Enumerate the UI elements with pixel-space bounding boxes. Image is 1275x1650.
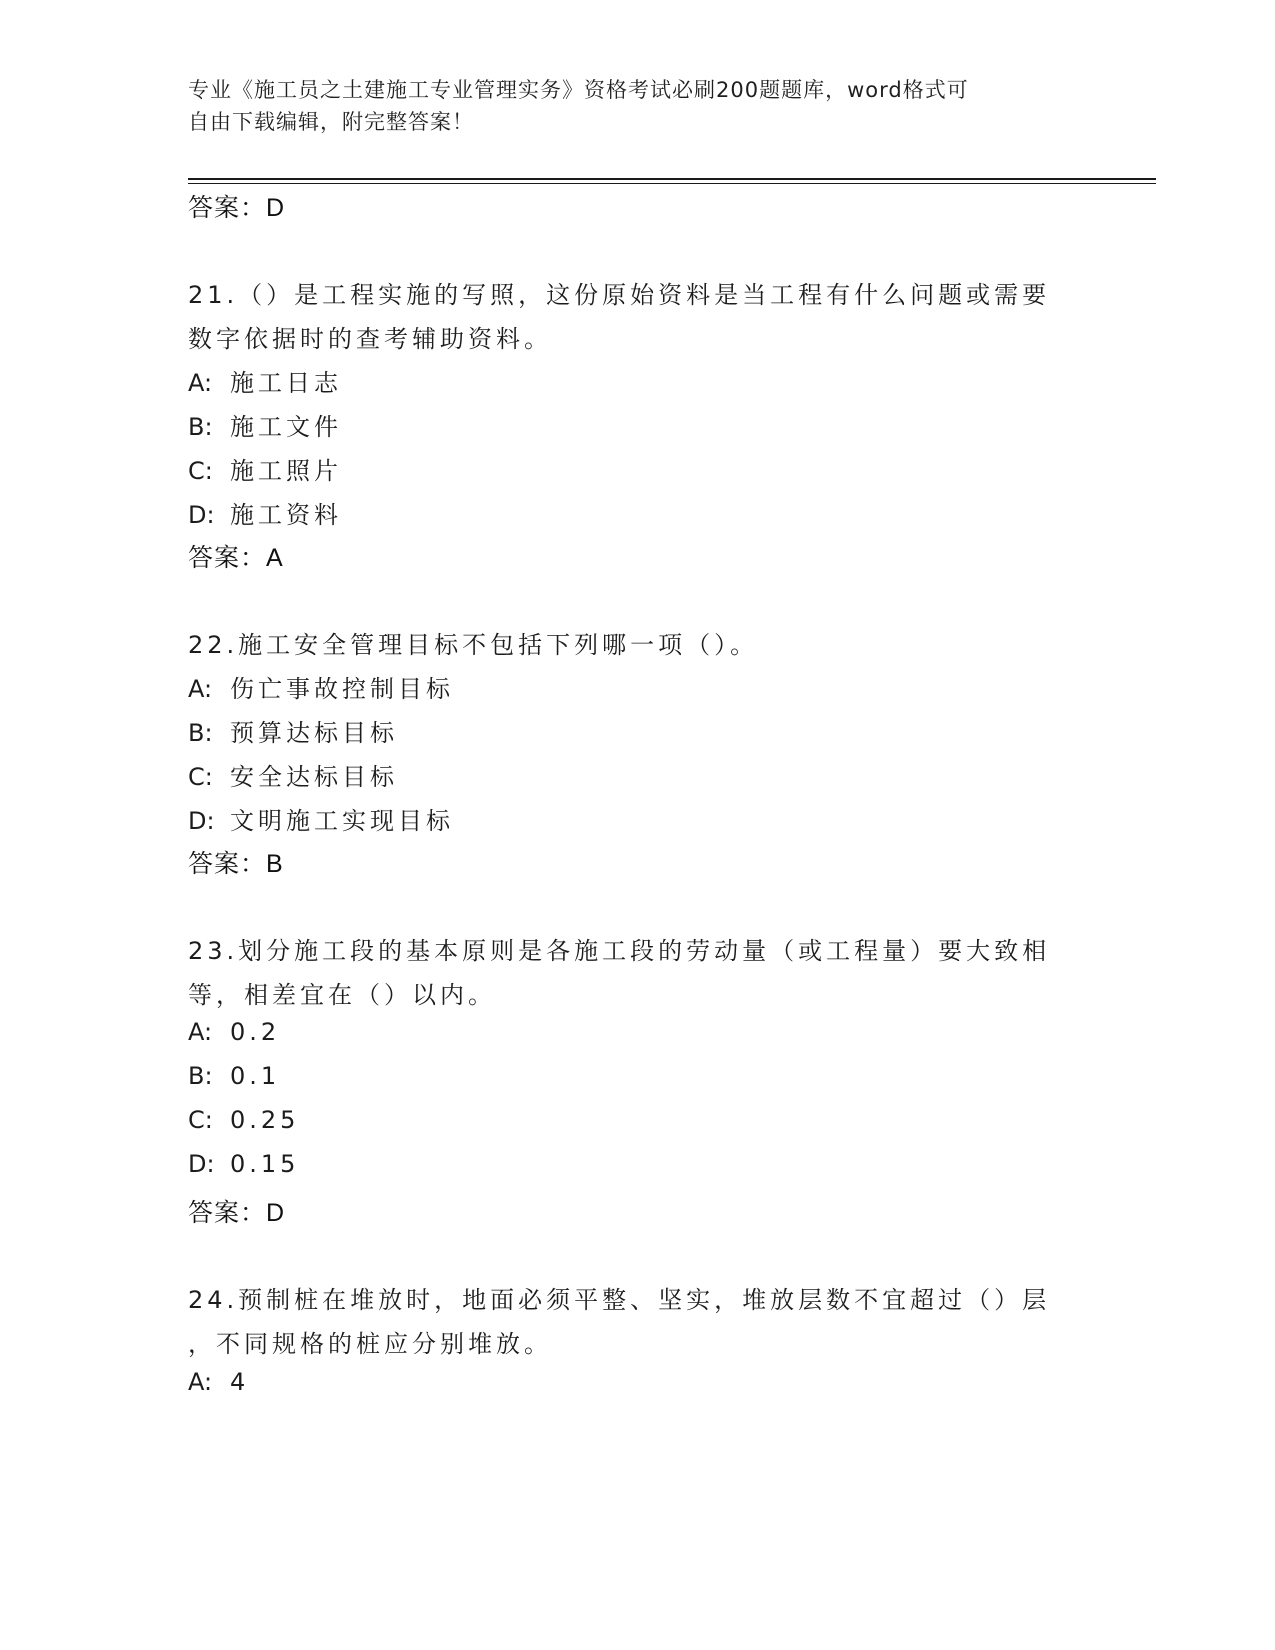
option-text: 施工日志 (230, 369, 342, 397)
q24-stem-line-1: 24.预制桩在堆放时，地面必须平整、坚实，堆放层数不宜超过（）层 (188, 1286, 1051, 1314)
option-letter: C: (188, 457, 213, 485)
q21-option-a (188, 363, 342, 398)
q22-option-d (188, 801, 454, 836)
option-text: 文明施工实现目标 (230, 807, 454, 835)
option-letter: A: (188, 369, 213, 397)
option-text: 施工照片 (230, 457, 342, 485)
option-text: 0.25 (230, 1106, 300, 1134)
q24-stem-line-2: ，不同规格的桩应分别堆放。 (188, 1330, 552, 1358)
option-letter: D: (188, 501, 215, 529)
option-letter: A: (188, 1018, 213, 1046)
q21-option-c (188, 451, 342, 486)
option-letter: C: (188, 1106, 213, 1134)
q22-option-c (188, 757, 398, 792)
q21-answer: 答案：A (188, 544, 284, 572)
option-text: 施工文件 (230, 413, 342, 441)
option-text: 0.15 (230, 1150, 300, 1178)
option-text: 施工资料 (230, 501, 342, 529)
q23-option-a (188, 1018, 280, 1046)
option-text: 0.2 (230, 1018, 281, 1046)
header-rule-thin (188, 183, 1156, 184)
header-line-1: 专业《施工员之土建施工专业管理实务》资格考试必刷200题题库，word格式可 (188, 78, 969, 102)
option-letter: C: (188, 763, 213, 791)
option-letter: D: (188, 1150, 215, 1178)
q23-answer: 答案：D (188, 1199, 286, 1227)
q23-option-b (188, 1062, 280, 1090)
option-text: 0.1 (230, 1062, 281, 1090)
option-letter: A: (188, 675, 213, 703)
page-header (188, 74, 1088, 138)
option-text: 伤亡事故控制目标 (230, 675, 454, 703)
option-text: 安全达标目标 (230, 763, 398, 791)
q23-option-d (188, 1150, 299, 1178)
option-letter: D: (188, 807, 215, 835)
q21-stem-line-1: 21.（）是工程实施的写照，这份原始资料是当工程有什么问题或需要 (188, 281, 1051, 309)
option-text: 4 (230, 1368, 250, 1396)
previous-answer: 答案：D (188, 194, 286, 222)
header-rule-thick (188, 178, 1156, 180)
q22-stem-line-1: 22.施工安全管理目标不包括下列哪一项（）。 (188, 631, 759, 659)
option-letter: B: (188, 413, 213, 441)
option-text: 预算达标目标 (230, 719, 398, 747)
q21-stem-line-2: 数字依据时的查考辅助资料。 (188, 325, 552, 353)
q22-option-a (188, 669, 454, 704)
q23-stem-line-1: 23.划分施工段的基本原则是各施工段的劳动量（或工程量）要大致相 (188, 937, 1051, 965)
option-letter: A: (188, 1368, 213, 1396)
q22-answer: 答案：B (188, 850, 284, 878)
q21-option-d (188, 495, 342, 530)
header-line-2: 自由下载编辑，附完整答案！ (188, 110, 474, 134)
option-letter: B: (188, 1062, 213, 1090)
option-letter: B: (188, 719, 213, 747)
q23-option-c (188, 1106, 299, 1134)
q22-option-b (188, 713, 398, 748)
q24-option-a (188, 1368, 249, 1396)
q23-stem-line-2: 等，相差宜在（）以内。 (188, 981, 496, 1009)
q21-option-b (188, 407, 342, 442)
